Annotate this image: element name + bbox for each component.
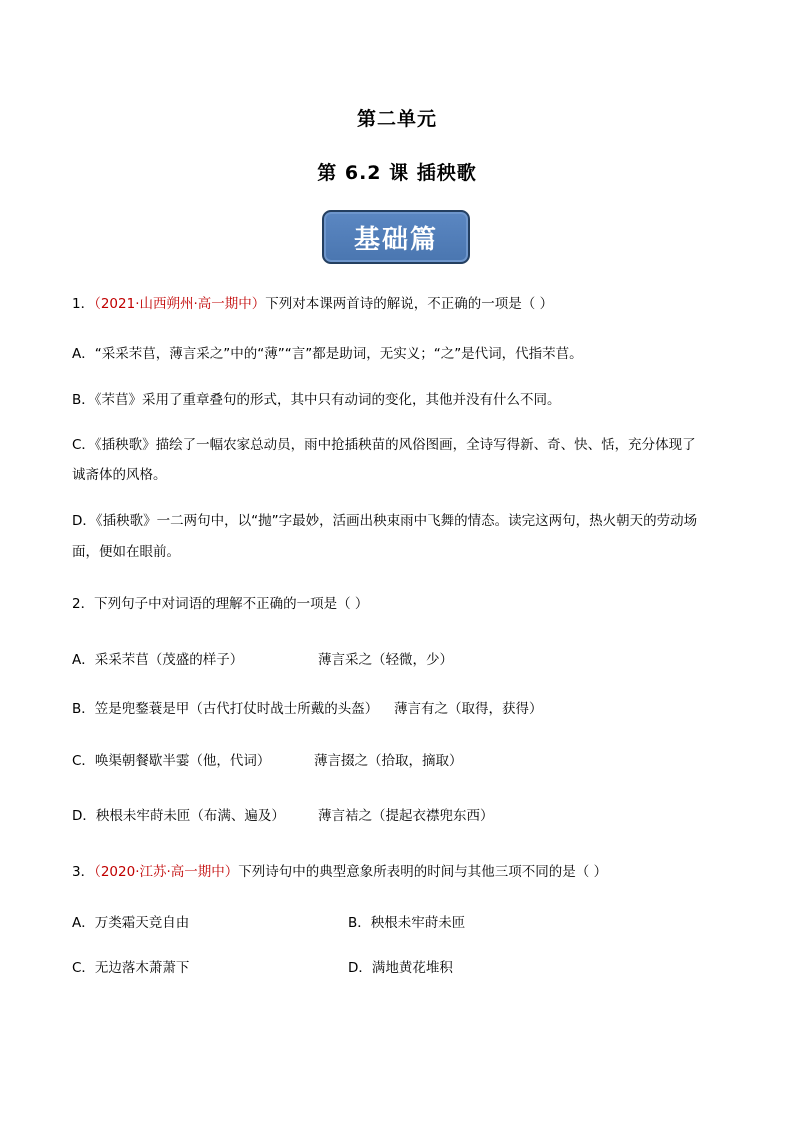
question-3-option-a: A．万类霜天竞自由	[72, 915, 190, 931]
question-2-option-d-left: D．秧根未牢莳未匝（布满、遍及）	[72, 808, 285, 824]
section-badge-label: 基础篇	[353, 224, 438, 255]
question-1-option-c-line2: 诚斋体的风格。	[72, 467, 167, 483]
section-badge	[322, 210, 470, 264]
question-source: （2020·江苏·高一期中）	[94, 864, 239, 880]
unit-title: 第二单元	[356, 108, 437, 130]
question-2-option-c-right: 薄言掇之（拾取，摘取）	[314, 753, 463, 769]
question-2-option-a-right: 薄言采之（轻微，少）	[318, 652, 453, 668]
question-2-option-c-left: C．唤渠朝餐歇半霎（他，代词）	[72, 753, 271, 769]
question-1-option-d-line1: D．《插秧歌》一二两句中，以“抛”字最妙，活画出秧束雨中飞舞的情态。读完这两句，热火朝天的劳动场	[72, 513, 698, 529]
question-2-option-b-right: 薄言有之（取得，获得）	[394, 701, 543, 717]
question-2-option-b-left: B．笠是兜鍪蓑是甲（古代打仗时战士所戴的头盔）	[72, 701, 379, 717]
question-number: 1．	[72, 296, 95, 312]
question-stem: 下列句子中对词语的理解不正确的一项是（ ）	[94, 596, 369, 612]
question-2-option-a-left: A．采采芣苢（茂盛的样子）	[72, 652, 244, 668]
question-3-option-c: C．无边落木萧萧下	[72, 960, 190, 976]
question-1-stem-line	[72, 294, 553, 314]
question-2-option-d-right: 薄言袺之（提起衣襟兜东西）	[318, 808, 494, 824]
question-1-option-d-line2: 面，便如在眼前。	[72, 544, 180, 560]
question-source: （2021·山西朔州·高一期中）	[94, 296, 266, 312]
question-3-option-d: D．满地黄花堆积	[348, 960, 453, 976]
question-3-option-b: B．秧根未牢莳未匝	[348, 915, 466, 931]
question-number: 2．	[72, 596, 95, 612]
question-1-option-c-line1: C．《插秧歌》描绘了一幅农家总动员，雨中抢插秧苗的风俗图画，全诗写得新、奇、快、恬，充分体现了	[72, 437, 696, 453]
question-1-option-a: A．“采采芣苢，薄言采之”中的“薄”“言”都是助词，无实义；“之”是代词，代指芣苢。	[72, 346, 583, 362]
question-2-stem-line	[72, 594, 368, 614]
question-number: 3．	[72, 864, 95, 880]
question-stem: 下列诗句中的典型意象所表明的时间与其他三项不同的是（ ）	[238, 864, 608, 880]
question-3-stem-line	[72, 862, 607, 882]
question-stem: 下列对本课两首诗的解说，不正确的一项是（ ）	[265, 296, 554, 312]
question-1-option-b: B．《芣苢》采用了重章叠句的形式，其中只有动词的变化，其他并没有什么不同。	[72, 392, 561, 408]
lesson-title: 第 6.2 课 插秧歌	[317, 162, 477, 184]
